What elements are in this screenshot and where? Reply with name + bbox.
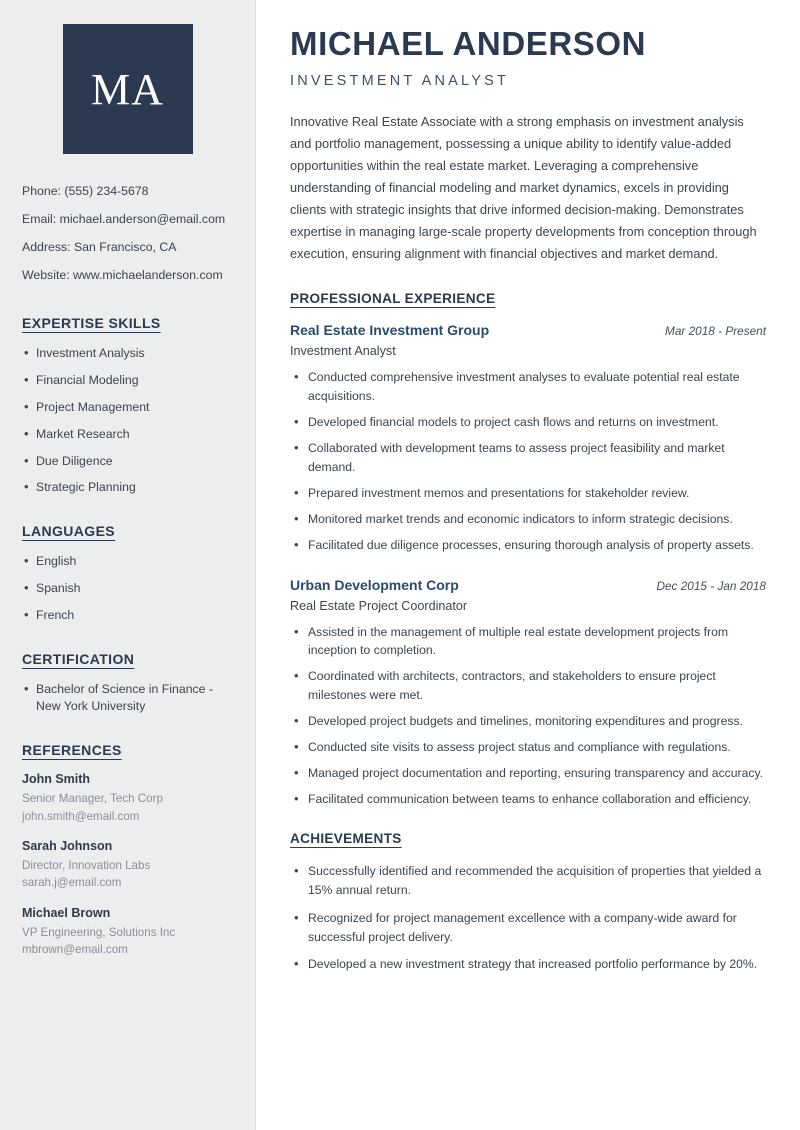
list-item: • Developed a new investment strategy that increased portfolio performance by 20%. [290,955,766,974]
job-role-subtitle: INVESTMENT ANALYST [290,73,510,90]
list-item: • Successfully identified and recommended the acquisition of properties that yielded a 15% annual return. [290,862,766,900]
list-item: • Facilitated due diligence processes, ensuring thorough analysis of property assets. [290,536,766,555]
list-item [22,906,233,959]
reference-name: Sarah Johnson [22,839,113,854]
references-heading: REFERENCES [22,742,122,759]
contact-phone: Phone: (555) 234-5678 [22,184,149,198]
reference-email: mbrown@email.com [22,943,128,957]
company-name: Real Estate Investment Group [290,322,490,339]
list-item: • Recognized for project management excellence with a company-wide award for successful project delivery. [290,909,766,947]
list-item: • Bachelor of Science in Finance - New York University [22,681,233,717]
reference-name: John Smith [22,772,91,787]
list-item: • Spanish [22,580,233,598]
reference-email: sarah.j@email.com [22,876,122,890]
experience-header [290,577,766,593]
position-title: Investment Analyst [290,344,396,359]
reference-name: Michael Brown [22,905,111,920]
list-item [22,839,233,892]
list-item: • Coordinated with architects, contractors, and stakeholders to ensure project milestones were met. [290,667,766,705]
achievements-list [290,862,766,975]
list-item: • Monitored market trends and economic indicators to inform strategic decisions. [290,510,766,529]
certification-heading: CERTIFICATION [22,650,135,667]
reference-email: john.smith@email.com [22,809,140,823]
contact-email: Email: michael.anderson@email.com [22,212,226,227]
achievements-section [290,831,766,975]
list-item: • Financial Modeling [22,372,233,390]
list-item: • Due Diligence [22,453,233,471]
skills-heading: EXPERTISE SKILLS [22,315,161,332]
list-item: • Collaborated with development teams to assess project feasibility and market demand. [290,439,766,477]
languages-section [22,523,233,624]
experience-entry [290,577,766,809]
avatar-container [22,24,233,154]
duties-list [290,623,766,809]
list-item: • Strategic Planning [22,479,233,497]
profile-summary: Innovative Real Estate Associate with a strong emphasis on investment analysis and portfolio management, possessing a unique ability to identify value-added opportunities within the real estate market. Leveraging a comprehensive understanding of financial modeling and market dynamics, excels in providing clients with strategic insights that drive informed decision-making. Demonstrates expertise in managing large-scale property developments from conception through execution, ensuring alignment with financial objectives and market demand. [290,114,757,262]
company-name: Urban Development Corp [290,576,459,593]
languages-list [22,553,233,624]
list-item: • Developed project budgets and timelines, monitoring expenditures and progress. [290,712,766,731]
experience-header [290,322,766,338]
list-item: • Market Research [22,426,233,444]
list-item [22,772,233,825]
list-item: • Conducted site visits to assess project status and compliance with regulations. [290,738,766,757]
reference-role: VP Engineering, Solutions Inc [22,925,176,939]
list-item: • Conducted comprehensive investment analyses to evaluate potential real estate acquisitions. [290,368,766,406]
list-item: • Investment Analysis [22,345,233,363]
sidebar [0,0,256,1130]
position-title: Real Estate Project Coordinator [290,598,468,613]
contact-address: Address: San Francisco, CA [22,240,177,255]
skills-section [22,315,233,497]
list-item: • Prepared investment memos and presentations for stakeholder review. [290,484,766,503]
list-item: • French [22,607,233,625]
list-item: • Project Management [22,399,233,417]
contact-website: Website: www.michaelanderson.com [22,268,223,283]
certification-list [22,681,233,717]
certification-section [22,651,233,717]
employment-dates: Mar 2018 - Present [665,324,766,339]
main-content [256,0,800,1130]
list-item: • Managed project documentation and reporting, ensuring transparency and accuracy. [290,764,766,783]
achievements-heading: ACHIEVEMENTS [290,830,402,846]
experience-entry [290,322,766,554]
reference-role: Director, Innovation Labs [22,859,151,873]
page-title: MICHAEL ANDERSON [290,25,647,62]
duties-list [290,368,766,554]
list-item: • Assisted in the management of multiple real estate development projects from inception to completion. [290,623,766,661]
reference-role: Senior Manager, Tech Corp [22,792,163,806]
avatar: MA [63,24,193,154]
references-section [22,742,233,958]
skills-list [22,345,233,497]
experience-heading: PROFESSIONAL EXPERIENCE [290,291,496,307]
employment-dates: Dec 2015 - Jan 2018 [656,578,766,593]
languages-heading: LANGUAGES [22,523,116,540]
list-item: • Developed financial models to project cash flows and returns on investment. [290,413,766,432]
list-item: • English [22,553,233,571]
list-item: • Facilitated communication between teams to enhance collaboration and efficiency. [290,790,766,809]
contact-list [22,182,233,285]
